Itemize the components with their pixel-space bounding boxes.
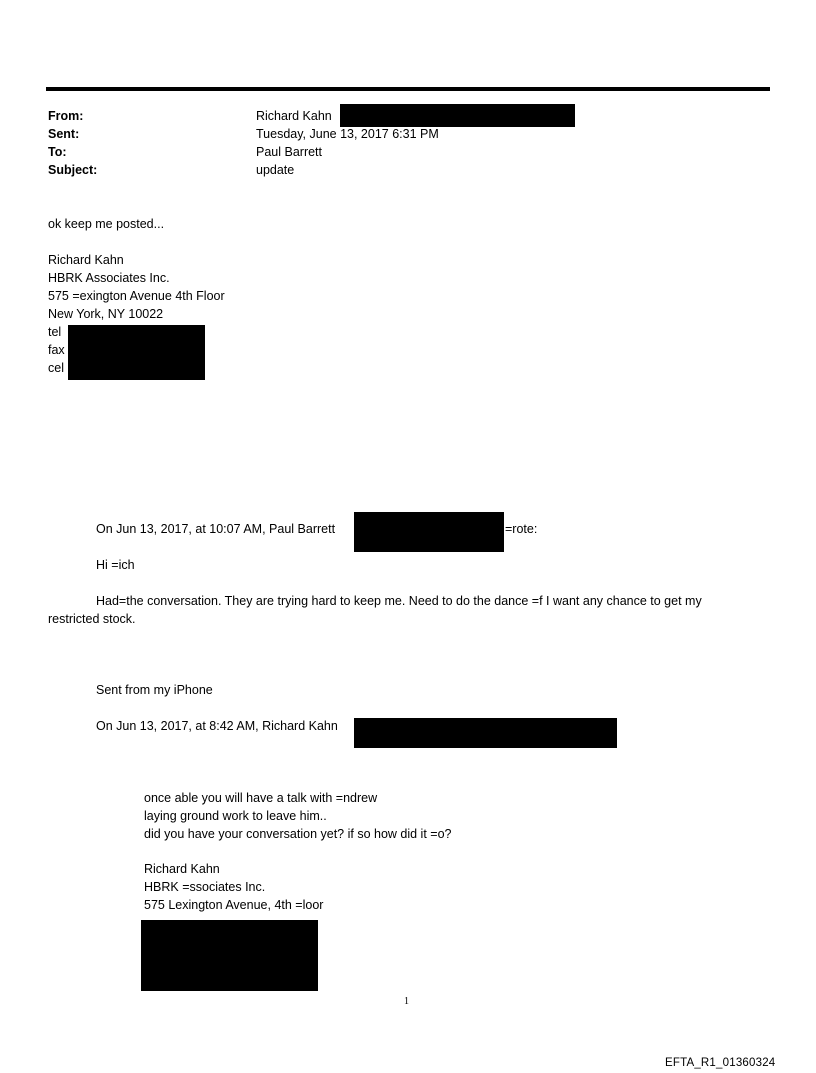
redaction-quoted2-email bbox=[354, 718, 617, 748]
quoted2-line2: laying ground work to leave him.. bbox=[144, 809, 327, 823]
sent-value: Tuesday, June 13, 2017 6:31 PM bbox=[256, 127, 439, 141]
header-rule bbox=[46, 87, 770, 91]
quoted2-signature-name: Richard Kahn bbox=[144, 862, 220, 876]
quoted2-signature-address: 575 Lexington Avenue, 4th =loor bbox=[144, 898, 324, 912]
quoted2-line3: did you have your conversation yet? if so how did it =o? bbox=[144, 827, 452, 841]
quoted1-paragraph-line2: restricted stock. bbox=[48, 612, 136, 626]
quoted1-attribution-suffix: =rote: bbox=[505, 522, 538, 536]
signature-address1: 575 =exington Avenue 4th Floor bbox=[48, 289, 225, 303]
quoted1-attribution: On Jun 13, 2017, at 10:07 AM, Paul Barrett bbox=[96, 522, 336, 536]
quoted2-signature-company: HBRK =ssociates Inc. bbox=[144, 880, 266, 894]
subject-label: Subject: bbox=[48, 163, 98, 177]
quoted1-greeting: Hi =ich bbox=[96, 558, 135, 572]
from-label: From: bbox=[48, 109, 84, 123]
to-value: Paul Barrett bbox=[256, 145, 323, 159]
redaction-quoted1-email bbox=[354, 512, 504, 552]
from-value: Richard Kahn bbox=[256, 109, 332, 123]
quoted2-attribution: On Jun 13, 2017, at 8:42 AM, Richard Kahn bbox=[96, 719, 338, 733]
signature-fax-label: fax bbox=[48, 343, 65, 357]
to-label: To: bbox=[48, 145, 67, 159]
signature-name: Richard Kahn bbox=[48, 253, 124, 267]
signature-company: HBRK Associates Inc. bbox=[48, 271, 170, 285]
signature-address2: New York, NY 10022 bbox=[48, 307, 164, 321]
quoted1-paragraph-line1: Had=the conversation. They are trying hard to keep me. Need to do the dance =f I want any chance to get my bbox=[96, 594, 702, 608]
subject-value: update bbox=[256, 163, 295, 177]
redaction-phone-numbers bbox=[68, 325, 205, 380]
sent-from-iphone: Sent from my iPhone bbox=[96, 683, 213, 697]
page-number: 1 bbox=[404, 996, 409, 1007]
sent-label: Sent: bbox=[48, 127, 80, 141]
message-text: ok keep me posted... bbox=[48, 217, 165, 231]
document-id: EFTA_R1_01360324 bbox=[665, 1057, 776, 1069]
redaction-quoted2-signature bbox=[141, 920, 318, 991]
quoted2-line1: once able you will have a talk with =ndrew bbox=[144, 791, 378, 805]
signature-tel-label: tel bbox=[48, 325, 62, 339]
signature-cell-label: cel bbox=[48, 361, 64, 375]
redaction-from-email bbox=[340, 104, 575, 127]
